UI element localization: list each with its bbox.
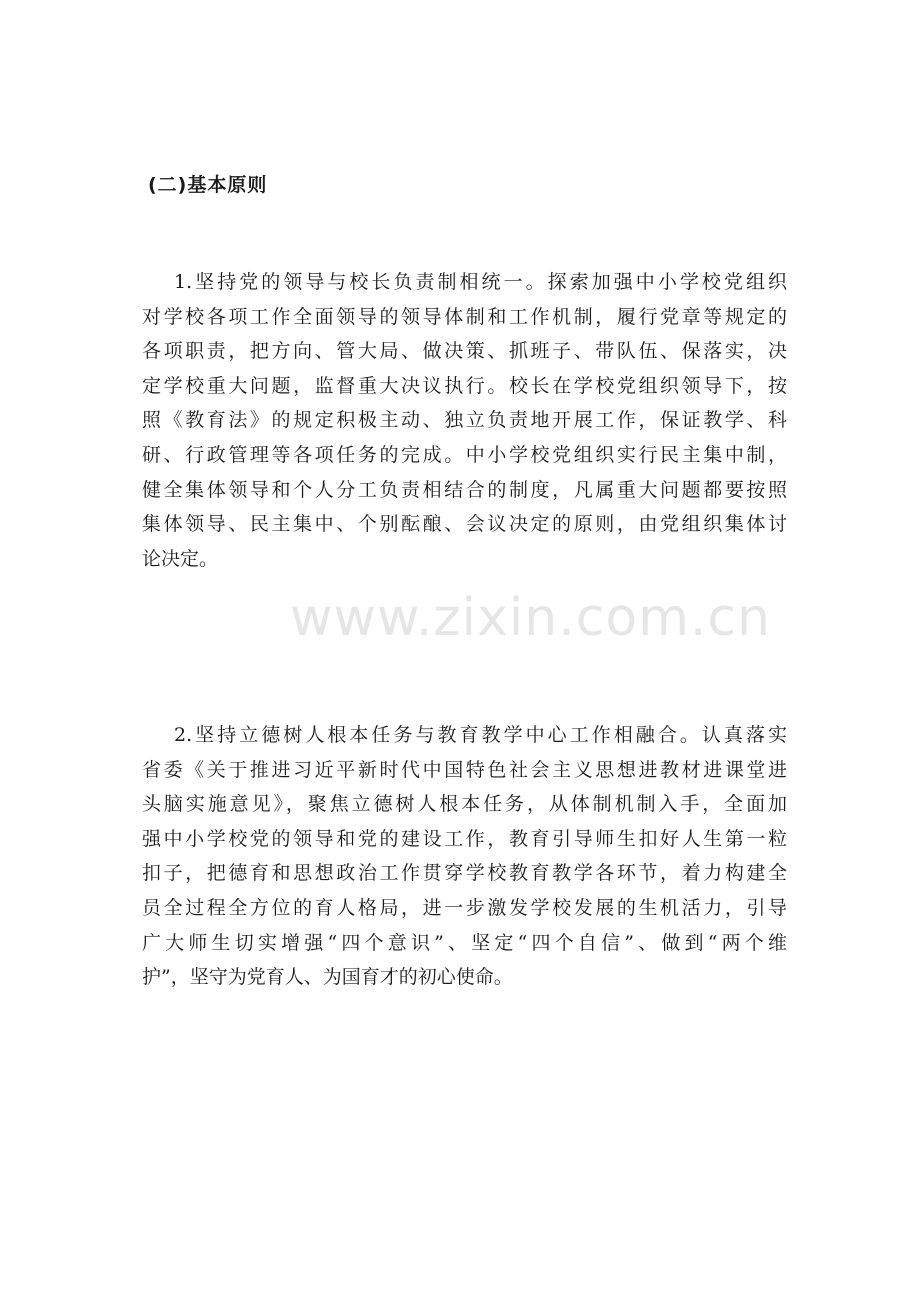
paragraph-line: 照《教育法》的规定积极主动、独立负责地开展工作，保证教学、科 — [142, 409, 787, 432]
paragraph-line: 扣子，把德育和思想政治工作贯穿学校教育教学各环节，着力构建全 — [142, 862, 787, 885]
paragraph-line: 强中小学校党的领导和党的建设工作，教育引导师生扣好人生第一粒 — [142, 827, 787, 850]
paragraph-line: 1.坚持党的领导与校长负责制相统一。探索加强中小学校党组织 — [174, 271, 787, 293]
paragraph-line: 广大师生切实增强“四个意识”、坚定“四个自信”、做到“两个维 — [142, 931, 787, 954]
paragraph-line: 头脑实施意见》，聚焦立德树人根本任务，从体制机制入手，全面加 — [142, 793, 787, 816]
paragraph-line: 集体领导、民主集中、个别酝酿、会议决定的原则，由党组织集体讨 — [142, 513, 787, 536]
section-heading: (二)基本原则 — [148, 174, 268, 196]
paragraph-line: 论决定。 — [142, 547, 219, 570]
paragraph-line: 省委《关于推进习近平新时代中国特色社会主义思想进教材进课堂进 — [142, 758, 787, 781]
paragraph-line: 对学校各项工作全面领导的领导体制和工作机制，履行党章等规定的 — [142, 305, 787, 328]
paragraph-line: 定学校重大问题，监督重大决议执行。校长在学校党组织领导下，按 — [142, 374, 787, 397]
paragraph-line: 2.坚持立德树人根本任务与教育教学中心工作相融合。认真落实 — [174, 724, 787, 746]
paragraph-line: 各项职责，把方向、管大局、做决策、抓班子、带队伍、保落实，决 — [142, 340, 787, 363]
paragraph-1 — [142, 265, 787, 576]
paragraph-2 — [142, 718, 787, 995]
paragraph-line: 员全过程全方位的育人格局，进一步激发学校发展的生机活力，引导 — [142, 896, 787, 919]
paragraph-line: 健全集体领导和个人分工负责相结合的制度，凡属重大问题都要按照 — [142, 478, 787, 501]
paragraph-line: 研、行政管理等各项任务的完成。中小学校党组织实行民主集中制， — [142, 443, 787, 466]
watermark: www.zixin.com.cn — [290, 588, 771, 648]
paragraph-line: 护”，坚守为党育人、为国育才的初心使命。 — [142, 966, 513, 989]
